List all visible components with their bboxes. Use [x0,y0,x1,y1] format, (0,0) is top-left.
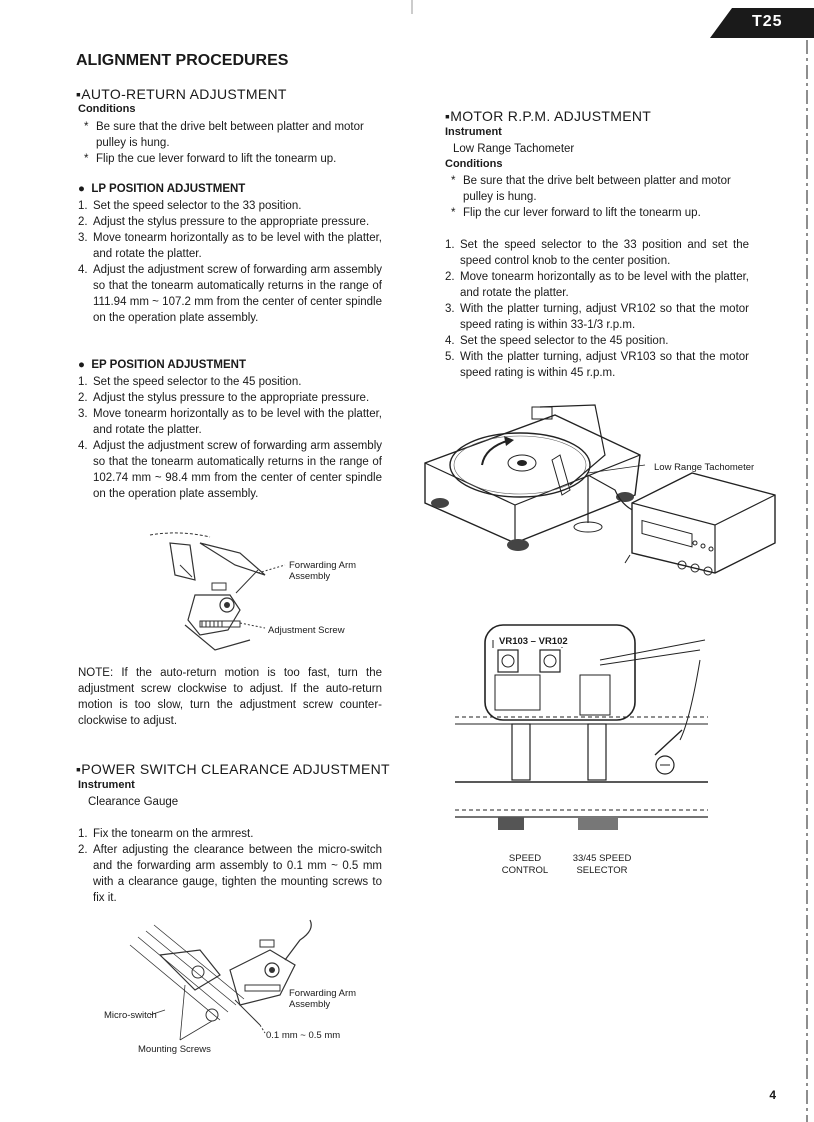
fig4-label-speed-control: SPEED CONTROL [501,853,549,876]
list-item: 2. After adjusting the clearance between the micro-switch and the forwarding arm assembly to 0.1 mm ~ 0.5 mm with a clearance gauge, tighten the mounting screws to fix it. [78,844,382,904]
power-switch-steps [78,826,382,906]
fig2-label-mounting-screws: Mounting Screws [138,1044,211,1055]
auto-return-heading: ▪AUTO-RETURN ADJUSTMENT [76,86,287,102]
lp-heading: ● LP POSITION ADJUSTMENT [78,183,246,195]
fig4-label-selector: 33/45 SPEED SELECTOR [572,853,632,876]
power-switch-instrument: Clearance Gauge [88,796,179,808]
fig2-label-clearance: 0.1 mm ~ 0.5 mm [266,1030,341,1041]
motor-rpm-steps [445,237,749,381]
list-item: 1. Set the speed selector to the 45 position. [78,376,302,388]
motor-rpm-heading: ▪MOTOR R.P.M. ADJUSTMENT [445,108,652,124]
list-item: 4. Adjust the adjustment screw of forwarding arm assembly so that the tonearm automatically returns in the range of 111.94 mm ~ 107.2 mm from the center of center spindle on the operation plate assembly. [78,264,382,324]
fig2-label-micro-switch: Micro-switch [104,1010,157,1021]
list-item: 5. With the platter turning, adjust VR103 so that the motor speed rating is within 45 r.p.m. [445,351,749,379]
fig4-label-vr: VR103 – VR102 [499,636,568,647]
list-item: 3. With the platter turning, adjust VR102 so that the motor speed rating is within 33-1/3 r.p.m. [445,303,749,331]
list-item: * Flip the cur lever forward to lift the tonearm up. [451,207,701,219]
lp-steps [78,198,382,326]
list-item: 3. Move tonearm horizontally as to be level with the platter, and rotate the platter. [78,408,382,436]
micro-switch-figure [120,915,320,1045]
list-item: 3. Move tonearm horizontally as to be level with the platter, and rotate the platter. [78,232,382,260]
auto-return-conditions [78,119,384,167]
fig2-label-forwarding-arm: Forwarding Arm Assembly [289,988,357,1010]
page-number: 4 [769,1088,776,1102]
list-item: * Be sure that the drive belt between platter and motor pulley is hung. [84,121,364,149]
turntable-tachometer-figure [420,395,780,595]
list-item: * Flip the cue lever forward to lift the tonearm up. [84,153,337,165]
motor-rpm-conditions-label: Conditions [445,158,503,170]
motor-rpm-conditions [445,173,751,221]
motor-rpm-instrument: Low Range Tachometer [453,143,575,155]
list-item: 1. Fix the tonearm on the armrest. [78,828,254,840]
ep-heading: ● EP POSITION ADJUSTMENT [78,359,246,371]
list-item: 4. Set the speed selector to the 45 position. [445,335,669,347]
power-switch-instrument-label: Instrument [78,779,135,791]
motor-rpm-instrument-label: Instrument [445,126,502,138]
vr-board-figure [450,620,715,830]
fig1-label-adjustment-screw: Adjustment Screw [268,625,345,636]
list-item: 1. Set the speed selector to the 33 position and set the speed control knob to the center position. [445,239,749,267]
list-item: 2. Adjust the stylus pressure to the appropriate pressure. [78,392,370,404]
forwarding-arm-figure [140,525,390,655]
list-item: * Be sure that the drive belt between platter and motor pulley is hung. [451,175,731,203]
list-item: 4. Adjust the adjustment screw of forwarding arm assembly so that the tonearm automatically returns in the range of 102.74 mm ~ 98.4 mm from the center of center spindle on the operation plate assembly. [78,440,382,500]
auto-return-note: NOTE: If the auto-return motion is too fast, turn the adjustment screw clockwise to adjust. If the auto-return motion is too slow, turn the adjustment screw counter-clockwise to adjust. [78,667,382,727]
fig3-label-tachometer: Low Range Tachometer [654,462,755,473]
fig1-label-forwarding-arm: Forwarding Arm Assembly [289,560,357,582]
auto-return-conditions-label: Conditions [78,103,136,115]
page-title: ALIGNMENT PROCEDURES [76,52,289,69]
list-item: 1. Set the speed selector to the 33 position. [78,200,302,212]
power-switch-heading: ▪POWER SWITCH CLEARANCE ADJUSTMENT [76,761,390,777]
list-item: 2. Adjust the stylus pressure to the appropriate pressure. [78,216,370,228]
ep-steps [78,374,382,502]
model-tag-text: T25 [752,13,783,30]
list-item: 2. Move tonearm horizontally as to be level with the platter, and rotate the platter. [445,271,749,299]
